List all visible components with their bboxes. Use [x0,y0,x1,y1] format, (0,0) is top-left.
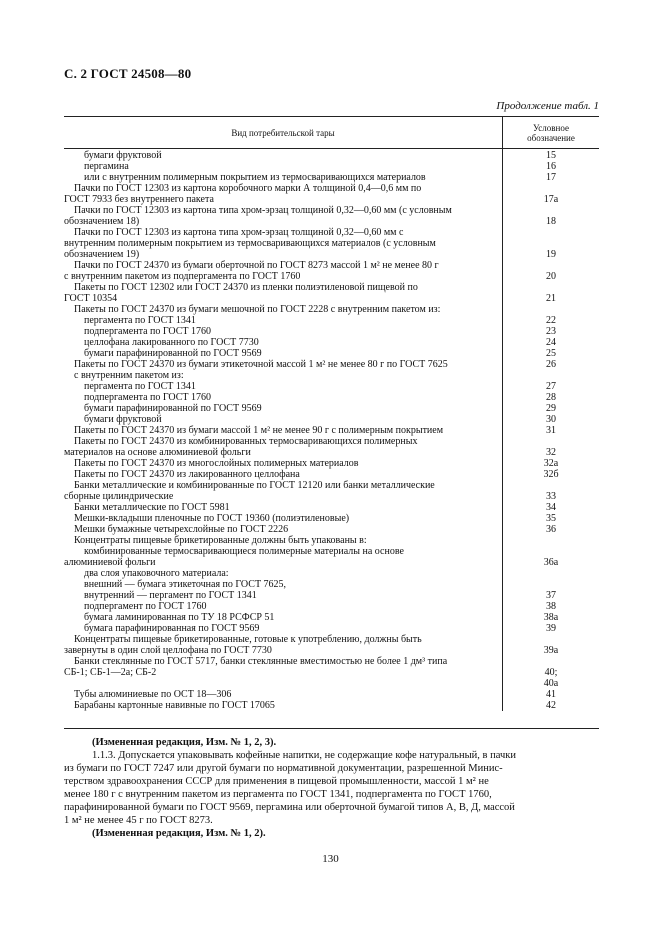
table-row-type: внутренним полимерным покрытием из термосваривающихся материалов (с условным [64,238,436,249]
table-row-type: Пачки по ГОСТ 12303 из картона типа хром-эрзац толщиной 0,32—0,60 мм с [74,227,404,238]
page-header: С. 2 ГОСТ 24508—80 [64,66,192,81]
table-row-code: 36а [543,557,559,568]
table-row-code: 42 [546,700,556,711]
table-row-type: обозначением 18) [64,216,140,227]
table-row-code: 36 [546,524,556,535]
column-header-type: Вид потребительской тары [64,117,503,148]
column-header-code-line2: обозначение [527,132,575,143]
table-row-type: внутренний — пергамент по ГОСТ 1341 [84,590,257,601]
table-row-type: Банки стеклянные по ГОСТ 5717, банки стеклянные вместимостью не более 1 дм³ типа [74,656,448,667]
table-row-code: 20 [546,271,556,282]
table-row-type: внешний — бумага этикеточная по ГОСТ 7625, [84,579,287,590]
table-row-type: подпергамента по ГОСТ 1760 [84,392,212,403]
table-row-code: 38а [543,612,559,623]
table-row-code: 28 [546,392,556,403]
table-row-type: ГОСТ 10354 [64,293,118,304]
table-row-code [503,579,599,590]
table-row-code: 39 [546,623,556,634]
table-row-type: Банки металлические по ГОСТ 5981 [74,502,230,513]
table-row-type: Мешки-вкладыши пленочные по ГОСТ 19360 (полиэтиленовые) [74,513,350,524]
table-row-type: подпергамент по ГОСТ 1760 [84,601,207,612]
table-row-type: Пакеты по ГОСТ 24370 из бумаги мешочной по ГОСТ 2228 с внутренним пакетом из: [74,304,441,315]
table-row-code [503,183,599,194]
table-row-code: 18 [546,216,556,227]
table-row-type: Тубы алюминиевые по ОСТ 18—306 [74,689,232,700]
table-row-type: бумага ламинированная по ТУ 18 РСФСР 51 [84,612,275,623]
table-row-code: 37 [546,590,556,601]
table-row-code: 19 [546,249,556,260]
table-row-code: 34 [546,502,556,513]
table-row-code: 38 [546,601,556,612]
table-row-type: материалов на основе алюминиевой фольги [64,447,251,458]
table-row-type: Пакеты по ГОСТ 24370 из бумаги массой 1 м² не менее 90 г с полимерным покрытием [74,425,444,436]
table-row-code: 17 [546,172,556,183]
table-row-code: 15 [546,150,556,161]
table-row-type [64,678,502,689]
table-row-type: с внутренним пакетом из подпергамента по ГОСТ 1760 [64,271,301,282]
page-number: 130 [322,853,339,865]
table-row-code: 30 [546,414,556,425]
paragraph-line-3: терством здравоохранения СССР для применения в пищевой промышленности, массой 1 м² не [64,776,489,787]
paragraph-line-4: менее 180 г с внутренним пакетом из пергамента по ГОСТ 1341, подпергамента по ГОСТ 1760, [64,789,492,800]
table-row-type: Банки металлические и комбинированные по ГОСТ 12120 или банки металлические [74,480,435,491]
table-row-type: Пакеты по ГОСТ 24370 из бумаги этикеточной массой 1 м² не менее 80 г по ГОСТ 7625 [74,359,448,370]
table-body [64,149,599,711]
table-row-code: 33 [546,491,556,502]
table-row-code [503,436,599,447]
table-row-code [503,480,599,491]
table-row-type: Концентраты пищевые брикетированные должны быть упакованы в: [74,535,367,546]
table-row-type: пергамента по ГОСТ 1341 [84,315,196,326]
table-row-code [503,260,599,271]
table-row-type: пергамина [84,161,129,172]
table-row-code [503,282,599,293]
table-row-type: Мешки бумажные четырехслойные по ГОСТ 2226 [74,524,289,535]
table-row-code: 40; [544,667,558,678]
table-row-code [503,656,599,667]
column-type-values [64,149,503,711]
table-row-code: 23 [546,326,556,337]
table-row-code: 26 [546,359,556,370]
table-row-code [503,535,599,546]
table-row-type: Пачки по ГОСТ 12303 из картона типа хром-эрзац толщиной 0,32—0,60 мм (с условным [74,205,452,216]
table-row-code: 39а [543,645,559,656]
table-row-type: алюминиевой фольги [64,557,156,568]
table-row-type: бумаги парафинированной по ГОСТ 9569 [84,403,262,414]
table-row-code [503,227,599,238]
paragraph-line-2: из бумаги по ГОСТ 7247 или другой бумаги по нормативной документации, разрешенной Минис- [64,763,503,774]
table-row-code: 25 [546,348,556,359]
table-row-code [503,634,599,645]
table-row-type: Пакеты по ГОСТ 24370 из лакированного целлофана [74,469,300,480]
table-row-code: 24 [546,337,556,348]
table-row-type: бумаги парафинированной по ГОСТ 9569 [84,348,262,359]
table-row-type: Пакеты по ГОСТ 24370 из комбинированных термосваривающихся полимерных [74,436,418,447]
table-row-type: Концентраты пищевые брикетированные, готовые к употреблению, должны быть [74,634,422,645]
table-row-code [503,370,599,381]
table-row-type: бумага парафинированная по ГОСТ 9569 [84,623,260,634]
table-row-type: ГОСТ 7933 без внутреннего пакета [64,194,214,205]
table-row-code: 32 [546,447,556,458]
table-row-code: 27 [546,381,556,392]
paragraph-line-5: парафинированной бумаги по ГОСТ 9569, пергамина или оберточной бумагой типов А, В, Д, массой [64,802,515,813]
table-row-code: 22 [546,315,556,326]
table-row-type: Барабаны картонные навивные по ГОСТ 17065 [74,700,275,711]
table-row-type: СБ-1; СБ-1—2а; СБ-2 [64,667,157,678]
paragraph-line-1: 1.1.3. Допускается упаковывать кофейные напитки, не содержащие кофе натуральный, в пачки [92,750,516,761]
table-row-code: 32а [543,458,559,469]
table-bottom-rule [64,728,599,729]
table-row-type: бумаги фруктовой [84,414,162,425]
table-row-type: целлофана лакированного по ГОСТ 7730 [84,337,259,348]
table-row-type: подпергамента по ГОСТ 1760 [84,326,212,337]
table-row-code: 32б [543,469,559,480]
edit-note-2-text: (Измененная редакция, Изм. № 1, 2). [92,828,266,839]
table-row-type: пергамента по ГОСТ 1341 [84,381,196,392]
table-row-type: Пачки по ГОСТ 24370 из бумаги оберточной по ГОСТ 8273 массой 1 м² не менее 80 г [74,260,439,271]
table-row-code [503,238,599,249]
table-row-code: 35 [546,513,556,524]
table-row-type: или с внутренним полимерным покрытием из термосваривающихся материалов [84,172,426,183]
table-row-type: Пачки по ГОСТ 12303 из картона коробочного марки А толщиной 0,4—0,6 мм по [74,183,422,194]
table-row-type: завернуты в один слой целлофана по ГОСТ 7730 [64,645,272,656]
table-row-code: 29 [546,403,556,414]
column-header-code-line1: Условное [533,122,569,133]
table-row-code: 41 [546,689,556,700]
table-row-type: Пакеты по ГОСТ 24370 из многослойных полимерных материалов [74,458,359,469]
table-row-code [503,205,599,216]
edit-note-1-text: (Измененная редакция, Изм. № 1, 2, 3). [92,737,277,748]
table-row-code [503,304,599,315]
table-row-type: бумаги фруктовой [84,150,162,161]
table-row-type: с внутренним пакетом из: [74,370,184,381]
edit-note-2 [64,827,599,840]
table-row-type: Пакеты по ГОСТ 12302 или ГОСТ 24370 из пленки полиэтиленовой пищевой по [74,282,418,293]
column-header-code [503,117,599,148]
table-row-type: обозначением 19) [64,249,140,260]
table-continuation-label: Продолжение табл. 1 [496,100,599,112]
table-row-type: сборные цилиндрические [64,491,174,502]
edit-note-1 [64,736,599,749]
column-code-values [503,149,599,711]
table-row-code [503,568,599,579]
table-row-code [503,546,599,557]
table-row-type: два слоя упаковочного материала: [84,568,229,579]
paragraph-line-6: 1 м² не менее 45 г по ГОСТ 8273. [64,815,213,826]
table-row-code: 21 [546,293,556,304]
packaging-table [64,116,599,711]
table-header [64,116,599,149]
table-row-code: 40а [543,678,559,689]
table-row-code: 31 [546,425,556,436]
table-row-code: 16 [546,161,556,172]
table-row-type: комбинированные термосваривающиеся полимерные материалы на основе [84,546,404,557]
table-row-code: 17а [543,194,559,205]
